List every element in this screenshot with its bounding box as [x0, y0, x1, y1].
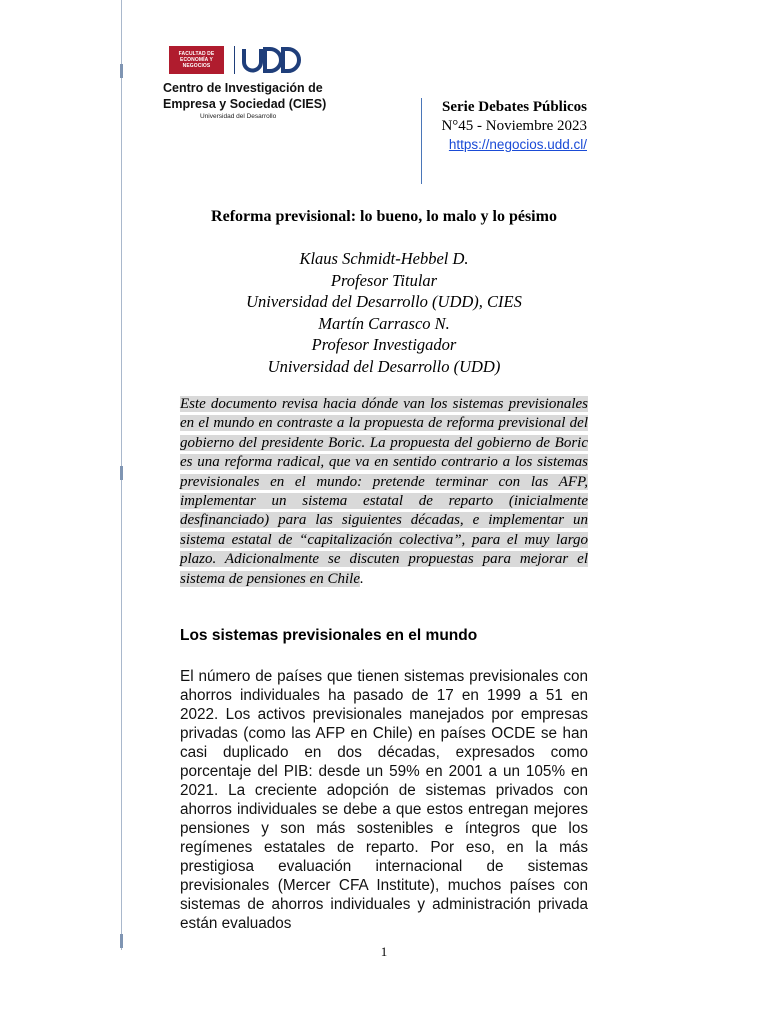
- author-line: Universidad del Desarrollo (UDD): [267, 356, 501, 376]
- author-line: Martín Carrasco N.: [318, 313, 450, 333]
- series-info: [429, 98, 587, 154]
- series-number: N°45 - Noviembre 2023: [441, 118, 587, 134]
- header-logos: [169, 45, 304, 75]
- abstract-highlighted-text: Este documento revisa hacia dónde van los sistemas previsionales en el mundo en contraste a la propuesta de reforma previsional del gobierno del presidente Boric. La propuesta del gobierno de Boric es una reforma radical, que va en sentido contrario a los sistemas previsionales en el mundo: pretende terminar con las AFP, implementar un sistema estatal de reparto (inicialmente desfinanciado) para las siguientes décadas, e implementar un sistema estatal de “capitalización colectiva”, para el muy largo plazo. Adicionalmente se discuten propuestas para mejorar el sistema de pensiones en Chile: [180, 396, 588, 587]
- margin-mark: [120, 466, 123, 480]
- logo-divider: [234, 46, 235, 74]
- document-title: Reforma previsional: lo bueno, lo malo y lo pésimo: [211, 208, 557, 225]
- center-name-line-1: Centro de Investigación de: [163, 81, 323, 95]
- series-url-link[interactable]: https://negocios.udd.cl/: [448, 137, 587, 152]
- header-separator: [421, 98, 422, 184]
- margin-mark: [120, 64, 123, 78]
- body-paragraph: El número de países que tienen sistemas previsionales con ahorros individuales ha pasado de 17 en 1999 a 51 en 2022. Los activos previsionales manejados por empresas privadas (como las AFP en Chile) en países OCDE se han casi duplicado en dos décadas, expresados como porcentaje del PIB: desde un 59% en 2001 a un 105% en 2021. La creciente adopción de sistemas privados con ahorros individuales se debe a que estos entregan mejores pensiones y son más sostenibles e íntegros que los regímenes estatales de reparto. Por eso, en la más prestigiosa evaluación internacional de sistemas previsionales (Mercer CFA Institute), muchos países con sistemas de ahorros individuales y administración privada están evaluados: [180, 668, 588, 932]
- research-center-name: [163, 80, 363, 121]
- abstract-end-period: .: [359, 570, 364, 587]
- udd-logo: [242, 47, 304, 73]
- author-line: Klaus Schmidt-Hebbel D.: [299, 249, 469, 268]
- abstract: [180, 395, 588, 589]
- author-line: Profesor Titular: [330, 270, 438, 290]
- page-number: 1: [380, 944, 388, 959]
- series-title: Serie Debates Públicos: [442, 99, 587, 115]
- university-name: Universidad del Desarrollo: [200, 113, 277, 120]
- center-name-line-2: Empresa y Sociedad (CIES): [163, 97, 327, 111]
- section-heading: Los sistemas previsionales en el mundo: [180, 627, 478, 644]
- author-line: Universidad del Desarrollo (UDD), CIES: [246, 292, 522, 311]
- author-block: [0, 248, 768, 377]
- author-line: Profesor Investigador: [311, 335, 457, 354]
- faculty-badge-logo: FACULTAD DE ECONOMÍA Y NEGOCIOS: [169, 46, 224, 74]
